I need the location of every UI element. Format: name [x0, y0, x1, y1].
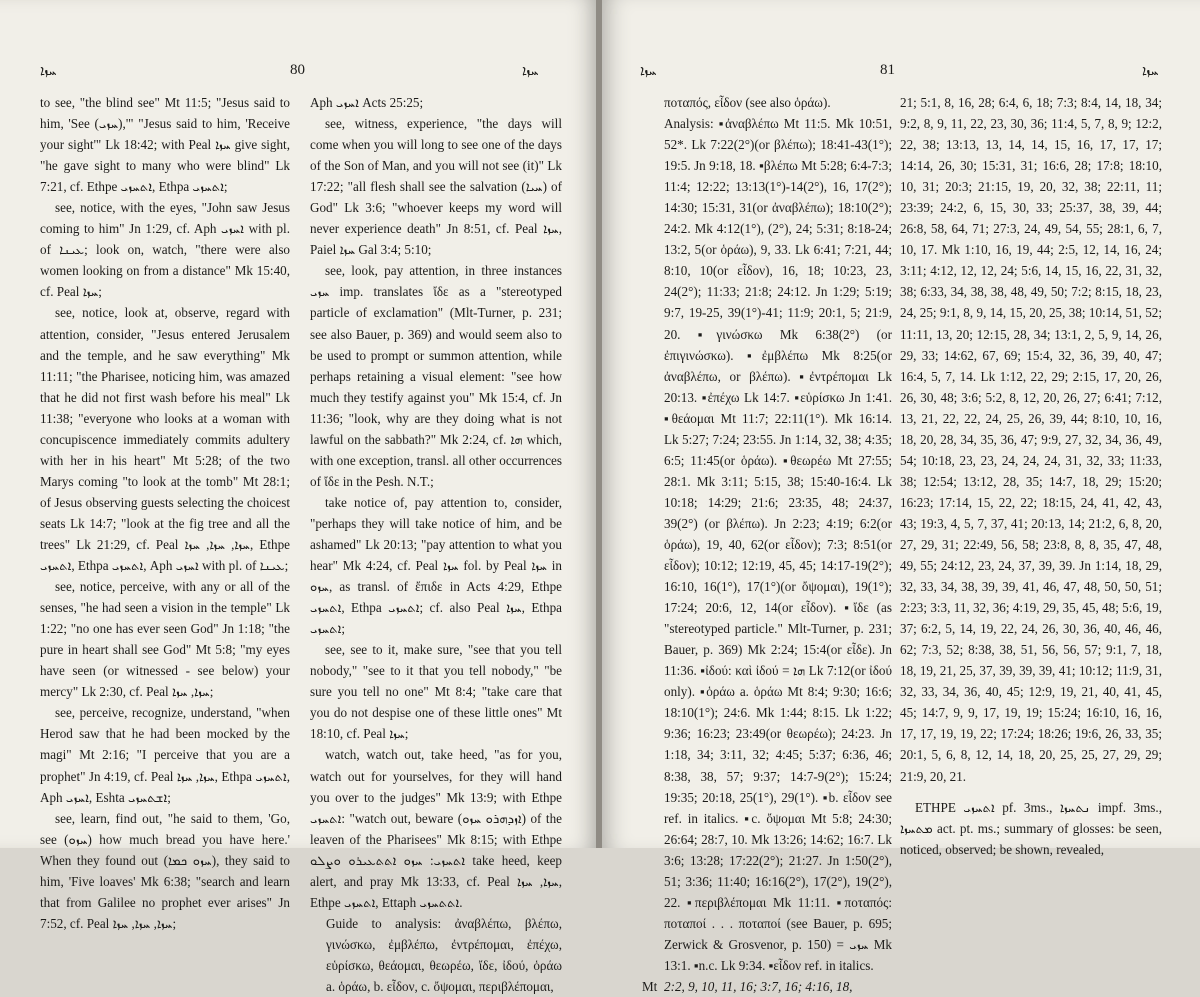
entry-paragraph: watch, watch out, take heed, "as for you, watch out for yourselves, for they will hand you over to the judges" Mk 13:9; with Ethpe ܐܬܚܙܝ: "watch out, beware (ܐܙܕܗܪܘ ܚܙܘ) of the leaven of the Pharisees" Mk 8:15; with Ethpe ܐܬܚܙܝ: ܚܙܘ ܐܬܬܥܝܪܘ ܘܨܠܘ take heed, keep alert, and pray Mk 13:33, cf. Peal ܚܙܐ, ܚܙܐ, Ethpe ܐܬܚܙܝ, Ettaph ܐܬܬܚܙܝ.	[310, 747, 562, 910]
entry-paragraph: Aph ܐܚܙܝ Acts 25:25;	[310, 95, 424, 110]
entry-paragraph: ποταπός, εἶδον (see also ὁράω).	[664, 95, 831, 110]
occurrence-list-start	[642, 976, 892, 997]
entry-paragraph: see, see to it, make sure, "see that you tell nobody," "see to it that you tell nobody," "be sure you tell no one" Mt 8:4; "take care that you do not despise one of these little ones" Mt 18:10, cf. Peal ܚܙܐ;	[310, 642, 562, 742]
left-page-column-2	[310, 92, 562, 997]
page-number-right: 81	[880, 62, 895, 78]
right-page	[602, 0, 1200, 994]
running-head-right: ܚܙܐ	[1142, 64, 1159, 79]
running-head-right-inner: ܚܙܐ	[640, 64, 657, 79]
entry-paragraph: see, look, pay attention, in three instances ܚܙܝ imp. translates ἴδε as a "stereotyped particle of exclamation" (Mlt-Turner, p. 231; see also Bauer, p. 369) and would seem also to be used to prompt or summon attention, while perhaps retaining a visual element: "see how much they testify against you" Mk 15:4, cf. Jn 11:36; "look, why are they doing what is not lawful on the sabbath?" Mk 2:24, cf. ܗܐ which, with one exception, transl. all other occurrences of ἴδε in the Pesh. N.T.;	[310, 263, 562, 489]
left-page	[0, 0, 598, 994]
entry-paragraph: to see, "the blind see" Mt 11:5; "Jesus said to him, 'See (ܚܙܝ),'" "Jesus said to him, 'Receive your sight'" Lk 18:42; with Peal ܚܙܐ give sight, "he gave sight to many who were blind" Lk 7:21, cf. Ethpe ܐܬܚܙܝ, Ethpa ܐܬܚܙܝ;	[40, 95, 291, 195]
entry-paragraph: see, notice, look at, observe, regard with attention, consider, "Jesus entered Jerusalem and the temple, and he saw everything" Mk 11:11; "the Pharisee, noticing him, was amazed that he did not first wash before his meal" Lk 11:38; "everyone who looks at a woman with concupiscence immediately commits adultery with her in his heart" Mt 5:28; of the two Marys coming "to look at the tomb" Mt 28:1; of Jesus observing guests selecting the choicest seats Lk 14:7; "look at the fig tree and all the trees" Lk 21:29, cf. Peal ܚܙܐ, ܚܙܐ, ܚܙܐ, Ethpe ܐܬܚܙܝ, Ethpa ܐܬܚܙܝ, Aph ܐܚܙܝ with pl. of ܥܝܢܐ;	[40, 305, 290, 574]
occurrence-references: 2:2, 9, 10, 11, 16; 3:7, 16; 4:16, 18,	[664, 978, 853, 994]
occurrence-list: 21; 5:1, 8, 16, 28; 6:4, 6, 18; 7:3; 8:4, 14, 18, 34; 9:2, 8, 9, 11, 22, 23, 30, 36; 11:4, 5, 7, 8, 9; 12:2, 22, 38; 13:13, 13, 14, 14, 15, 16, 17, 17, 17; 14:14, 26, 30; 15:31, 31; 16:6, 28; 17:8; 18:10, 10, 31; 20:3; 21:15, 19, 20, 32, 38; 22:11, 11; 23:39; 24:2, 6, 15, 30, 33; 25:37, 38, 39, 44; 26:8, 58, 64, 71; 27:3, 24, 49, 54, 55; 28:1, 6, 7, 10, 17. Mk 1:10, 16, 19, 44; 2:5, 12, 14, 16, 24; 3:11; 4:12, 12, 12, 24; 5:6, 14, 15, 16, 22, 31, 32, 38; 6:33, 34, 38, 38, 48, 49, 50; 7:2; 8:15, 18, 23, 24, 25; 9:1, 8, 9, 14, 15, 20, 25, 38; 10:14, 51, 52; 11:11, 13, 20; 12:15, 28, 34; 13:1, 2, 5, 9, 14, 26, 29, 33; 14:62, 67, 69; 15:4, 32, 36, 39, 40, 47; 16:4, 5, 7, 14. Lk 1:12, 22, 29; 2:15, 17, 20, 26, 26, 30, 48; 3:6; 5:2, 8, 12, 20, 26, 27; 6:41; 7:12, 13, 21, 22, 22, 24, 25, 26, 39, 44; 8:10, 10, 16, 18, 20, 28, 34, 35, 36, 47; 9:9, 27, 32, 34, 36, 49, 54; 10:18, 23, 23, 24, 24, 24, 31, 32, 33; 11:33, 38; 12:54; 13:12, 28, 35; 14:7, 18, 29; 15:20; 16:23; 17:14, 15, 22, 22; 18:15, 24, 41, 42, 43, 43; 19:3, 4, 5, 7, 37, 41; 20:13, 14; 21:2, 6, 8, 20, 27, 29, 31; 22:49, 56, 58; 23:8, 8, 8, 35, 47, 48, 49, 55; 24:12, 23, 24, 37, 39, 39. Jn 1:14, 18, 29, 32, 33, 34, 38, 39, 39, 41, 46, 47, 48, 50, 50, 51; 2:23; 3:3, 11, 32, 36; 4:19, 29, 35, 45, 48; 5:6, 19, 37; 6:2, 5, 14, 19, 22, 24, 26, 30, 36, 40, 46, 46, 62; 7:3, 52; 8:38, 38, 51, 56, 56, 57; 9:1, 7, 18, 18, 19, 21, 25, 37, 39, 39, 39, 41; 10:12; 11:9, 31, 32, 33, 34, 36, 40, 45; 12:9, 19, 21, 40, 41, 45, 45; 14:7, 9, 9, 17, 19, 19; 15:24; 16:10, 16, 16, 17, 17, 19, 19, 22; 17:24; 18:26; 19:6, 26, 33, 35; 20:1, 5, 6, 8, 12, 14, 18, 20, 25, 25, 27, 29, 29; 21:9, 20, 21.	[900, 95, 1162, 784]
right-page-column-1	[642, 92, 892, 997]
entry-paragraph: see, notice, with the eyes, "John saw Jesus coming to him" Jn 1:29, cf. Aph ܐܚܙܝ with pl. of ܥܝܢܐ; look on, watch, "there were also women looking on from a distance" Mk 15:40, cf. Peal ܚܙܐ;	[40, 200, 290, 300]
entry-paragraph: see, learn, find out, "he said to them, 'Go, see (ܚܙܘ) how much bread you have here.' When they found out (ܚܙܘ ܟܡܐ), they said to him, 'Five loaves' Mk 6:38; "search and learn that from Galilee no prophet ever arises" Jn 7:52, cf. Peal ܚܙܐ, ܚܙܐ, ܚܙܐ;	[40, 810, 290, 931]
running-head-left: ܚܙܐ	[40, 64, 57, 79]
entry-paragraph: see, notice, perceive, with any or all of the senses, "he had seen a vision in the temple" Lk 1:22; "no one has ever seen God" Jn 1:18; "the pure in heart shall see God" Mt 5:8; "my eyes have seen (or witnessed - see below) your mercy" Lk 2:30, cf. Peal ܚܙܐ, ܚܙܐ;	[40, 579, 290, 700]
entry-paragraph: see, perceive, recognize, understand, "when Herod saw that he had been mocked by the magi" Mt 2:16; "I perceive that you are a prophet" Jn 4:19, cf. Peal ܚܙܐ, ܚܙܐ, Ethpa ܐܬܚܙܝ, Aph ܐܚܙܝ, Eshta ܐܫܬܚܙܝ;	[40, 705, 290, 805]
entry-paragraph: take notice of, pay attention to, consider, "perhaps they will take notice of him, and be ashamed" Lk 20:13; "pay attention to what you hear" Mk 4:24, cf. Peal ܚܙܐ fol. by Peal ܚܙܐ in ܚܙܘ, as transl. of ἔπιδε in Acts 4:29, Ethpe ܐܬܚܙܝ, Ethpa ܐܬܚܙܝ; cf. also Peal ܚܙܐ, Ethpa ܐܬܚܙܝ;	[310, 494, 563, 637]
analysis-paragraph: Analysis: ▪ἀναβλέπω Mt 11:5. Mk 10:51, 52*. Lk 7:22(2°)(or βλέπω); 18:41-43(1°); 19:5. Jn 9:18, 18. ▪βλέπω Mt 5:28; 6:4-7:3; 11:4; 12:22; 13:13(1°)-14(2°), 16, 17(2°); 14:30; 15:31, 31(or ἀναβλέπω); 18:10(2°); 24:2. Mk 4:12(1°), (2°), 24; 5:31; 8:18-24; 13:2, 5(or ὁράω), 9, 33. Lk 6:41; 7:21, 44; 8:10, 10(or εἶδον), 16, 18; 10:23, 23, 24(2°); 11:33; 21:8; 24:12. Jn 1:29; 5:19; 9:7, 19-25, 39(1°)-41; 11:9; 20:1, 5; 21:9, 20. ▪γινώσκω Mk 6:38(2°) (or ἐπιγινώσκω). ▪ἐμβλέπω Mk 8:25(or ἀναβλέπω, or βλέπω). ▪ἐντρέπομαι Lk 20:13. ▪ἐπέχω Lk 14:7. ▪εὑρίσκω Jn 1:41. ▪θεάομαι Mt 11:7; 22:11(1°). Mk 16:14. Lk 5:27; 7:24; 23:55. Jn 1:14, 32, 38; 4:35; 6:5; 11:45(or ὁράω). ▪θεωρέω Mt 27:55; 28:1. Mk 3:11; 5:15, 38; 15:40-16:4. Lk 10:18; 14:29; 21:6; 23:35, 48; 24:37, 39(2°) (or βλέπω). Jn 2:23; 4:19; 6:2(or ὁράω), 19, 40, 62(or εἶδον); 7:3; 8:51(or εἶδον); 10:12; 12:19, 45, 45; 14:17-19(2°); 16:10, 16(1°), 17(1°)(or ὄψομαι), 19(1°); 17:24; 20:6, 12, 14(or εἶδον). ▪ἴδε (as "stereotyped particle." Mlt-Turner, p. 231; Bauer, p. 369) Mk 2:24; 15:4(or εἶδε). Jn 11:36. ▪ἰδού: καὶ ἰδού = ܗܐ Lk 7:12(or ἰδού only). ▪ὁράω a. ὁράω Mt 8:4; 9:30; 16:6; 18:10(1°); 24:6. Mk 1:44; 8:15. Lk 1:22; 9:36; 16:23; 23:49(or θεωρέω); 24:23. Jn 1:18, 34; 3:11, 32; 4:45; 5:37; 6:36, 46; 8:38, 38, 57; 9:37; 14:7-9(2°); 15:24; 19:35; 20:18, 25(1°), 29(1°). ▪b. εἶδον see ref. in italics. ▪c. ὄψομαι Mt 5:8; 24:30; 26:64; 28:7, 10. Mk 13:26; 14:62; 16:7. Lk 3:6; 13:28; 17:22(2°); 21:27. Jn 1:50(2°), 51; 3:36; 11:40; 16:16(2°), 17(2°), 19(2°), 22. ▪περιβλέπομαι Mk 11:11. ▪ποταπός: ποταποί . . . ποταποί (see Bauer, p. 695; Zerwick & Grosvenor, p. 150) = ܚܙܝ Mk 13:1. ▪n.c. Lk 9:34. ▪εἶδον ref. in italics.	[664, 116, 892, 973]
running-head-left-inner: ܚܙܐ	[522, 64, 539, 79]
left-page-column-1	[40, 92, 290, 934]
guide-to-analysis: Guide to analysis: ἀναβλέπω, βλέπω, γινώσκω, ἐμβλέπω, ἐντρέπομαι, ἐπέχω, εὑρίσκω, θεάομαι, θεωρέω, ἴδε, ἰδού, ὁράω a. ὁράω, b. εἶδον, c. ὄψομαι, περιβλέπομαι,	[326, 915, 562, 994]
right-page-column-2	[900, 92, 1162, 860]
ethpe-entry: ETHPE ܐܬܚܙܝ pf. 3ms., ܢܬܚܙܐ impf. 3ms., ܡܬܚܙܐ act. pt. ms.; summary of glosses: be seen, noticed, observed; be shown, revealed,	[900, 799, 1162, 857]
book-label-mt: Mt	[642, 978, 658, 994]
page-number-left: 80	[290, 62, 305, 78]
entry-paragraph: see, witness, experience, "the days will come when you will long to see one of the days of the Son of Man, and you will not see (it)" Lk 17:22; "all flesh shall see the salvation (ܚܝܐ) of God" Lk 3:6; "whoever keeps my word will never experience death" Jn 8:51, cf. Peal ܚܙܐ, Paiel ܚܙܐ Gal 3:4; 5:10;	[310, 116, 562, 258]
